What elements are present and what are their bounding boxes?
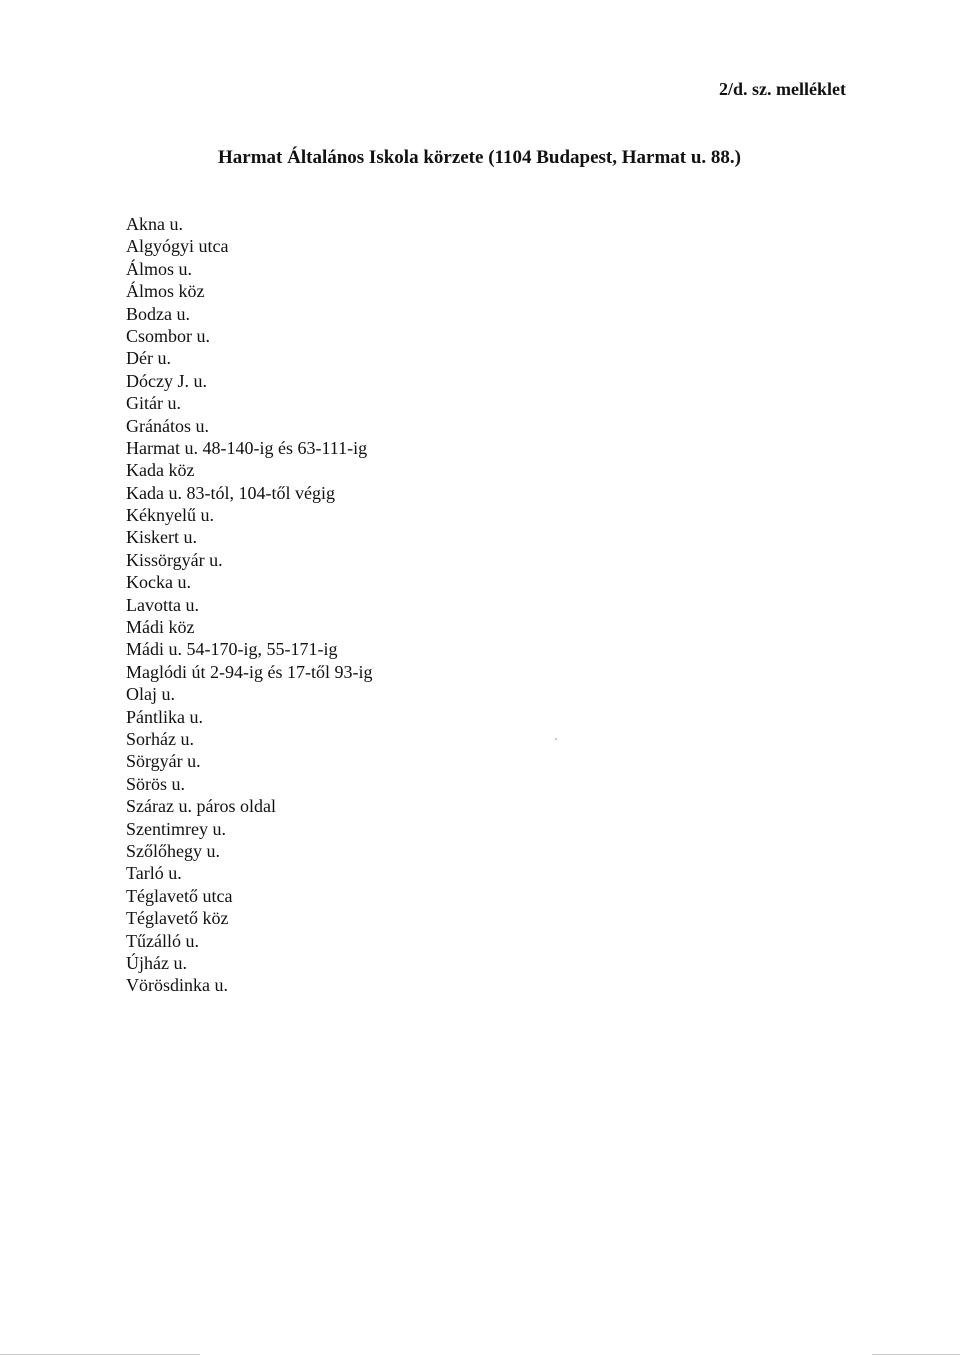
street-item: Akna u. xyxy=(126,214,183,234)
street-item: Bodza u. xyxy=(126,303,190,324)
street-item: Sörgyár u. xyxy=(126,751,201,772)
street-item: Kada u. 83-tól, 104-től végig xyxy=(126,482,335,503)
street-item: Sorház u. xyxy=(126,728,194,749)
street-item: Szőlőhegy u. xyxy=(126,840,220,861)
street-item: Tűzálló u. xyxy=(126,930,199,951)
street-item: Téglavető utca xyxy=(126,885,233,906)
street-item: Dér u. xyxy=(126,348,171,369)
street-item: Maglódi út 2-94-ig és 17-től 93-ig xyxy=(126,661,373,682)
street-item: Tarló u. xyxy=(126,863,182,884)
street-item: Olaj u. xyxy=(126,684,175,705)
annex-label: 2/d. sz. melléklet xyxy=(719,79,846,99)
street-item: Álmos köz xyxy=(126,281,205,302)
scan-artifact-dot xyxy=(555,738,557,740)
street-item: Álmos u. xyxy=(126,258,193,279)
street-item: Csombor u. xyxy=(126,325,211,346)
street-list xyxy=(126,213,372,997)
street-item: Algyógyi utca xyxy=(126,236,229,257)
street-item: Vörösdinka u. xyxy=(126,975,228,996)
street-item: Harmat u. 48-140-ig és 63-111-ig xyxy=(126,437,368,458)
street-item: Újház u. xyxy=(126,952,187,973)
street-item: Kada köz xyxy=(126,460,195,481)
street-item: Mádi u. 54-170-ig, 55-171-ig xyxy=(126,639,338,660)
scan-artifact-bottom-left xyxy=(0,1354,200,1355)
street-item: Mádi köz xyxy=(126,617,195,638)
street-item: Gránátos u. xyxy=(126,415,209,436)
street-item: Pántlika u. xyxy=(126,706,203,727)
street-item: Kéknyelű u. xyxy=(126,505,214,526)
street-item: Száraz u. páros oldal xyxy=(126,796,276,817)
street-item: Lavotta u. xyxy=(126,594,199,615)
street-item: Szentimrey u. xyxy=(126,818,226,839)
street-item: Téglavető köz xyxy=(126,908,229,929)
street-item: Sörös u. xyxy=(126,773,186,794)
street-item: Kocka u. xyxy=(126,572,191,593)
page-title: Harmat Általános Iskola körzete (1104 Budapest, Harmat u. 88.) xyxy=(218,147,742,168)
street-item: Gitár u. xyxy=(126,393,181,414)
street-item: Kissörgyár u. xyxy=(126,549,223,570)
street-item: Dóczy J. u. xyxy=(126,370,207,391)
street-item: Kiskert u. xyxy=(126,527,197,548)
scan-artifact-bottom-right xyxy=(872,1354,960,1355)
